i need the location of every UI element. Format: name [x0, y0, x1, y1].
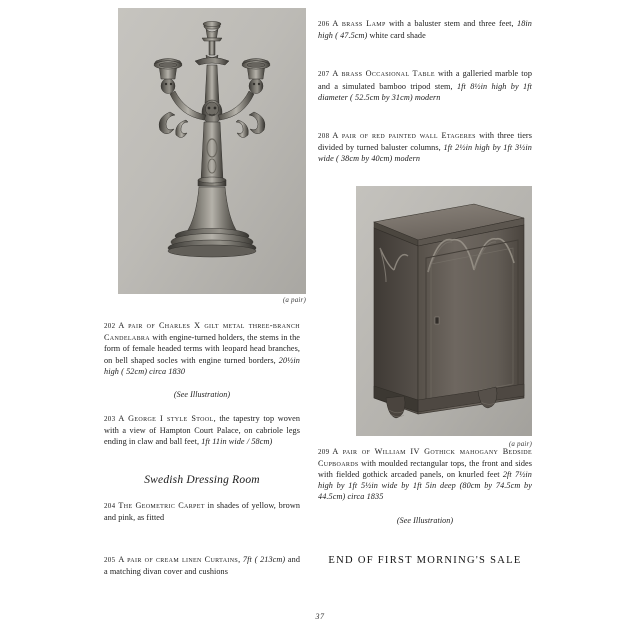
lot-title-202: A pair of Charles X gilt metal three-branch Candelabra	[104, 321, 300, 343]
see-illustration-209: (See Illustration)	[396, 515, 454, 525]
lot-body-205: ,	[238, 555, 243, 565]
lot-number-205: 205	[104, 556, 116, 565]
lot-body-208: with three tiers divided by turned baluster columns,	[318, 131, 532, 153]
lot-body-202: with engine-turned holders, the stems in the form of female headed terms with leopard head branches, on bell shaped socles with engine turned borders,	[104, 333, 300, 365]
bedside-cupboard-photograph	[356, 186, 532, 436]
lot-entry-202	[104, 320, 300, 377]
lot-number-209: 209	[318, 447, 330, 456]
lot-number-204: 204	[104, 501, 116, 510]
see-illustration-202: (See Illustration)	[173, 390, 231, 400]
lot-title-206: A brass Lamp	[332, 19, 386, 28]
lot-entry-207	[318, 68, 532, 103]
end-of-sale-notice: END OF FIRST MORNING'S SALE	[328, 554, 522, 566]
cupboard-caption-wrap	[356, 440, 532, 448]
lot-entry-204	[104, 500, 300, 523]
lot-body2-205: and a matching divan cover and cushions	[104, 555, 300, 577]
lot-title-207: A brass Occasional Table	[332, 69, 435, 79]
lot-entry-208	[318, 130, 532, 165]
lot-dimensions-209: 2ft 7½in high by 1ft 5½in wide by 1ft 5in deep (80cm by 74.5cm by 44.5cm) circa 1835	[318, 470, 532, 502]
lot-number-202: 202	[104, 322, 116, 330]
lot-dimensions-207: 1ft 8½in high by 1ft diameter ( 52.5cm by 31cm) modern	[318, 81, 532, 102]
lot-entry-206	[318, 18, 532, 41]
lot-body-209: with moulded rectangular tops, the front and sides with fielded gothick arcaded panels, on knurled feet	[318, 458, 532, 480]
lot-dimensions-206: 18in high ( 47.5cm)	[318, 19, 532, 41]
left-column	[104, 8, 300, 628]
lot-body2-206: white card shade	[367, 31, 426, 41]
lot-dimensions-208: 1ft 2½in high by 1ft 3½in wide ( 38cm by 40cm) modern	[318, 143, 532, 164]
pair-caption-cupboard: (a pair)	[508, 440, 532, 448]
lot-entry-205	[104, 554, 300, 577]
lot-title-204: The Geometric Carpet	[118, 500, 205, 510]
lot-title-203: A George I style Stool	[118, 414, 214, 424]
lot-entry-203	[104, 413, 300, 448]
lot-dimensions-203: 1ft 11in wide / 58cm)	[201, 437, 273, 447]
section-heading-swedish-dressing-room: Swedish Dressing Room	[144, 473, 260, 486]
lot-body-203: , the tapestry top woven with a view of Hampton Court Palace, on cabriole legs ending in claw and ball feet,	[104, 414, 300, 447]
lot-title-208: A pair of red painted wall Etageres	[332, 131, 476, 141]
lot-title-205: A pair of cream linen Curtains	[118, 555, 239, 565]
lot-number-207: 207	[318, 70, 330, 79]
lot-body-204: in shades of yellow, brown and pink, as fitted	[104, 500, 300, 522]
lot-number-206: 206	[318, 20, 330, 28]
lot-number-208: 208	[318, 132, 330, 141]
lot-dimensions-205: 7ft ( 213cm)	[242, 555, 286, 565]
lot-title-209: A pair of William IV Gothick mahogany Bedside Cupboards	[318, 446, 532, 468]
lot-number-203: 203	[104, 415, 116, 424]
lot-entry-209	[318, 446, 532, 503]
lot-body-206: with a baluster stem and three feet,	[385, 19, 518, 28]
lot-dimensions-202: 20½in high ( 52cm) circa 1830	[104, 355, 300, 376]
page-number: 37	[315, 612, 325, 621]
pair-caption-candelabra: (a pair)	[282, 296, 306, 304]
lot-body-207: with a galleried marble top and a simulated bamboo tripod stem,	[318, 69, 533, 91]
